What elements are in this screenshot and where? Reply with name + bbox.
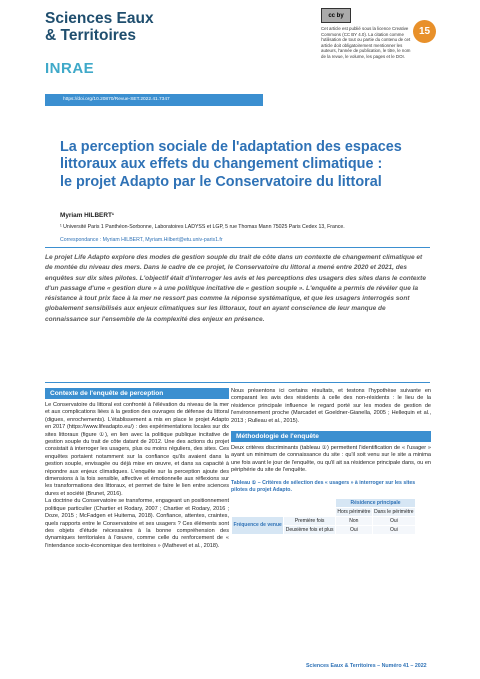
- doi-link[interactable]: https://doi.org/10.20870/Revue-SET.2022.41.7347: [45, 94, 263, 106]
- title-line-3: le projet Adapto par le Conservatoire du littoral: [60, 173, 382, 190]
- table-col-header-outside: Hors périmètre: [337, 508, 371, 515]
- journal-title: [45, 10, 265, 44]
- section-heading-context: Contexte de l'enquête de perception: [45, 388, 229, 399]
- title-line-2: littoraux aux effets du changement climatique :: [60, 156, 383, 173]
- abstract-box: [45, 247, 430, 383]
- table-cell: Oui: [372, 525, 415, 534]
- correspondence-line[interactable]: Correspondance : Myriam HILBERT, Myriam.Hilbert@etu.univ-paris1.fr: [60, 237, 223, 243]
- hypothesis-paragraph: Nous présentons ici certains résultats, et testons l'hypothèse suivante en comparant les avis des résidents à celle des non-résidents : le lieu de la résidence principale influence le regard porté sur les modes de gestion de l'environnement proche (Marcadet et Goeldner-Gianella, 2005 ; Hellequin et al., 2013 ; Rulleau et al., 2015).: [231, 388, 431, 424]
- journal-title-line2: & Territoires: [45, 27, 137, 44]
- journal-title-line1: Sciences Eaux: [45, 10, 154, 27]
- section-heading-methodology: Méthodologie de l'enquête: [231, 431, 431, 442]
- methodology-paragraph: Deux critères discriminants (tableau ①) permettent l'identification de « l'usager » ayant un minimum de connaissance du site : qu'il soit venu sur le site a minima une fois avant le jour de l'enquête, ou qu'il ait sa résidence principale dans, ou en périphérie du site de l'enquête.: [231, 445, 431, 474]
- table-caption: Tableau ① – Critères de sélection des « usagers » à interroger sur les sites pilotes du projet Adapto.: [231, 479, 416, 493]
- creative-commons-badge: cc by: [321, 8, 351, 23]
- author-affiliation: ¹ Université Paris 1 Panthéon-Sorbonne, Laboratoires LADYSS et LGP, 5 rue Thomas Mann 75025 Paris Cedex 13, France.: [60, 224, 345, 230]
- table-cell: Oui: [372, 516, 415, 525]
- author-name: Myriam HILBERT¹: [60, 212, 114, 219]
- table-group-header: Résidence principale: [336, 498, 416, 507]
- table-cell: Oui: [336, 525, 373, 534]
- article-title: [60, 139, 430, 191]
- context-paragraph-2: La doctrine du Conservatoire se transforme, engageant un positionnement politique particulier (Chartier et Rodary, 2007 ; Chartier et Rodary, 2016 ; Doze, 2015 ; McFadgen et Huitema, 2018). Confiance, attentes, craintes, quels rapports entre le Conservatoire et ses usagers ? Ces éléments sont des objets d'étude nécessaires à la bonne compréhension des dynamiques territoriales à l'œuvre, comme celle du renforcement de « l'intendance socio-économique des territoires » (Mathevet et al., 2018).: [45, 498, 229, 549]
- table-cell: Non: [336, 516, 373, 525]
- table-row-label: Deuxième fois et plus: [285, 526, 334, 533]
- context-paragraph-1: Le Conservatoire du littoral est confronté à l'élévation du niveau de la mer et aux complications liées à la gestion des ouvrages de défense du littoral (digues, enrochements). L'établissement a mis en place le projet Adapto en 2017 (https://www.lifeadapto.eu/) : des expérimentations locales sur dix sites littoraux (figure ①), en lien avec la politique publique incitative de gestion souple du trait de côte datant de 2012. Une des actions du projet consistait à interroger les usagers, plus ou moins réguliers, des sites. Ces enquêtes portaient notamment sur la confiance qu'ils avaient dans la gestion souple, envisagée ou déjà mise en œuvre, et dans sa capacité à répondre aux enjeux climatiques. L'enquête sur la perception ajoute des dimensions à la fois sensible, affective et émotionnelle aux réflexions sur les transformations des littoraux, et permet de faire le lien entre sciences dures et société (Brunet, 2016).: [45, 402, 229, 497]
- left-column: [45, 388, 229, 550]
- license-text: Cet article est publié sous la licence Creative Commons (CC BY 4.0). La citation comme l'utilisation de tout ou partie du contenu de cet article doit obligatoirement mentionner les auteurs, l'année de publication, le titre, le nom de la revue, le volume, les pages et le DOI.: [321, 26, 411, 59]
- abstract-text: Le projet Life Adapto explore des modes de gestion souple du trait de côte dans un contexte de changement climatique et de montée du niveau des mers. Dans le cadre de ce projet, le Conservatoire du littoral a mené entre 2020 et 2021, des enquêtes sur dix sites pilotes. L'objectif était d'interroger les avis et les perceptions des usagers des sites dans le contexte d'un passage d'une « gestion dure » à une politique incitative de « gestion souple ». L'enquête a permis de révéler que la résistance à tout prix face à la mer ne ressort pas comme la réponse systématique, et que les usagers interrogés sont globalement sensibilisés aux enjeux climatiques sur les littoraux, tout en ayant conscience de leur manque de connaissance sur l'ensemble de la complexité des enjeux en présence.: [45, 254, 426, 323]
- page-number-badge: 15: [413, 20, 436, 43]
- table-row-label: Première fois: [284, 516, 336, 525]
- title-line-1: La perception sociale de l'adaptation des espaces: [60, 139, 402, 155]
- page-footer: Sciences Eaux & Territoires – Numéro 41 – 2022: [306, 663, 427, 669]
- table-row-group-header: Fréquence de venue: [232, 516, 284, 534]
- criteria-table: [231, 498, 416, 535]
- publisher-logo: INRAE: [45, 60, 95, 77]
- right-column: [231, 388, 431, 535]
- table-col-header-inside: Dans le périmètre: [374, 508, 414, 515]
